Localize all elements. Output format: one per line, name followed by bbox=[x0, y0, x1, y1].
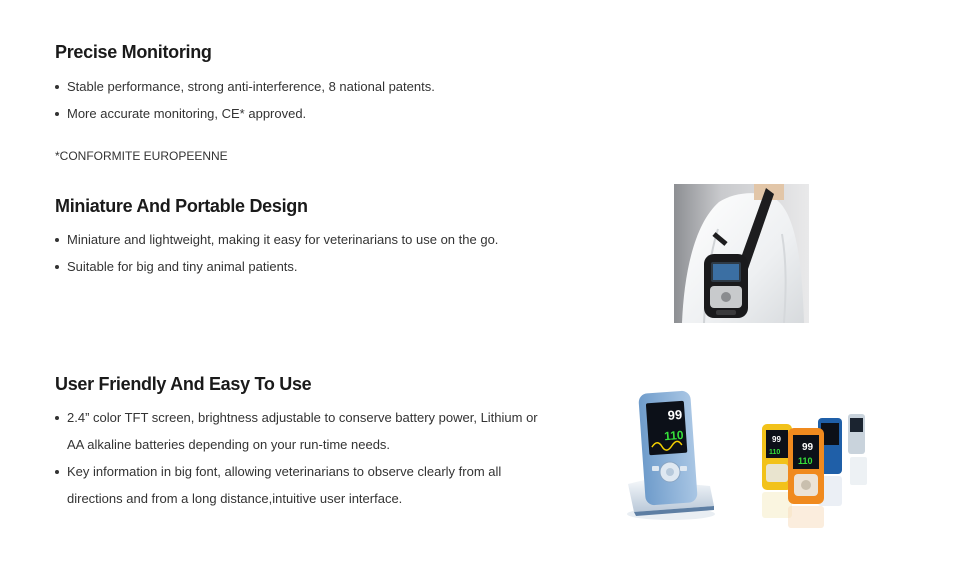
portable-design-section bbox=[55, 196, 498, 280]
list-item: Stable performance, strong anti-interference, 8 national patents. bbox=[55, 73, 435, 100]
list-item: More accurate monitoring, CE* approved. bbox=[55, 100, 435, 127]
orange-pulse-reading: 110 bbox=[798, 456, 813, 466]
list-item: Key information in big font, allowing veterinarians to observe clearly from all directions and from a long distance,intuitive user interface. bbox=[55, 458, 555, 512]
list-item: Miniature and lightweight, making it easy for veterinarians to use on the go. bbox=[55, 226, 498, 253]
precise-monitoring-list bbox=[55, 73, 435, 127]
user-friendly-heading: User Friendly And Easy To Use bbox=[55, 374, 312, 394]
docked-monitor-photo bbox=[624, 388, 718, 522]
yellow-pulse-reading: 110 bbox=[769, 449, 781, 456]
shoulder-strap-device-photo bbox=[674, 184, 809, 323]
portable-design-list bbox=[55, 226, 498, 280]
list-item: 2.4” color TFT screen, brightness adjustable to conserve battery power, Lithium or AA alkaline batteries depending on your run-time needs. bbox=[55, 404, 555, 458]
precise-monitoring-section bbox=[55, 42, 435, 127]
ce-footnote: *CONFORMITE EUROPEENNE bbox=[55, 149, 228, 163]
dock-pulse-reading: 110 bbox=[663, 427, 684, 444]
dock-spo2-reading: 99 bbox=[667, 406, 683, 423]
colored-monitors-photo bbox=[758, 410, 870, 530]
portable-design-heading: Miniature And Portable Design bbox=[55, 196, 308, 216]
user-friendly-section bbox=[55, 374, 555, 512]
precise-monitoring-heading: Precise Monitoring bbox=[55, 42, 212, 62]
user-friendly-list bbox=[55, 404, 555, 512]
yellow-spo2-reading: 99 bbox=[772, 435, 781, 444]
list-item: Suitable for big and tiny animal patients. bbox=[55, 253, 498, 280]
orange-spo2-reading: 99 bbox=[802, 442, 814, 453]
